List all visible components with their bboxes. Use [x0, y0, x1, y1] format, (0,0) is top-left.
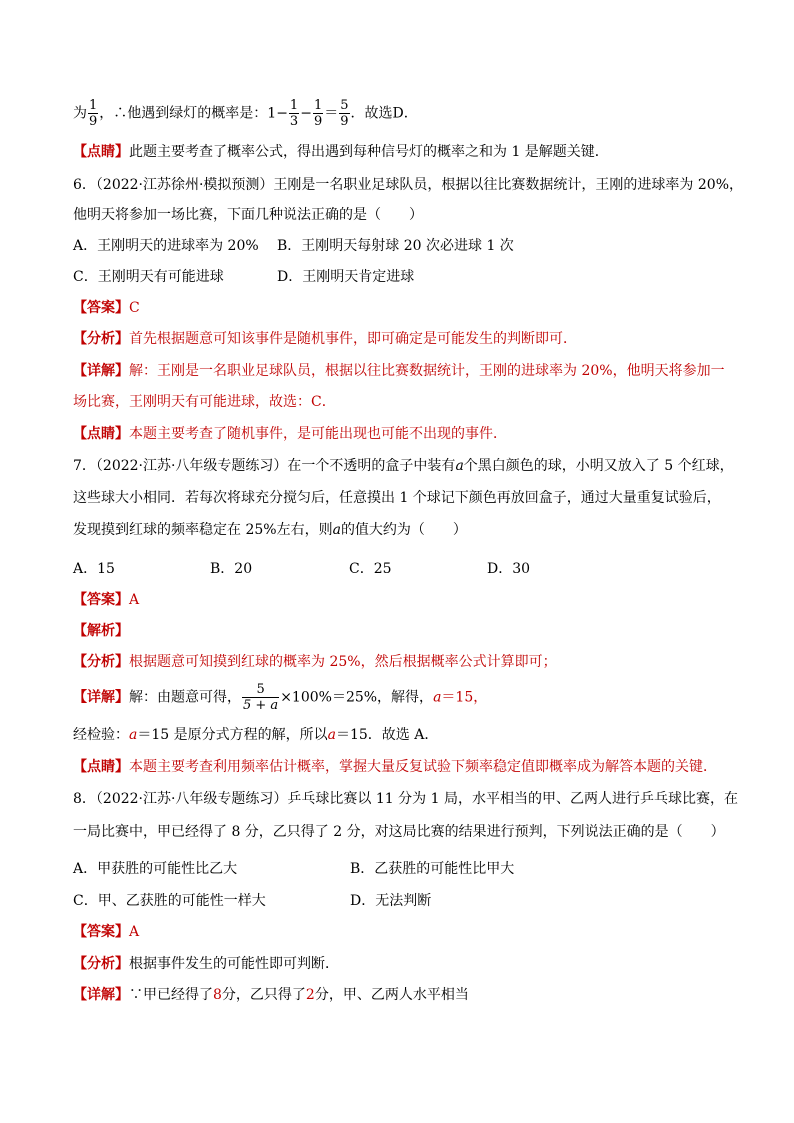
- numerator: 1: [89, 98, 98, 113]
- q6-comment: [73, 424, 507, 444]
- answer-tag: 【答案】: [73, 300, 129, 316]
- q6-option-c: C．王刚明天有可能进球: [73, 269, 224, 285]
- variable-a: a: [129, 727, 138, 743]
- q8-option-c: C．甲、乙获胜的可能性一样大: [73, 893, 266, 909]
- q7-detail: [73, 682, 487, 713]
- answer-tag: 【答案】: [73, 924, 129, 940]
- q7-solution-heading: [73, 621, 129, 641]
- numerator: 5: [242, 682, 279, 698]
- q7-check: [73, 725, 438, 745]
- answer-tag: 【答案】: [73, 592, 129, 608]
- numerator: 1: [313, 98, 323, 113]
- q6-stem-1: 6．（2022·江苏徐州·模拟预测）王刚是一名职业足球队员，根据以往比赛数据统计，王刚的进球率为 20%，: [73, 177, 744, 193]
- denominator: 9: [313, 114, 323, 129]
- q7-option-c: C．25: [349, 561, 392, 577]
- numerator: 5: [340, 98, 349, 113]
- text: 分，乙只得了: [221, 987, 306, 1003]
- q8-option-a: A．甲获胜的可能性比乙大: [73, 861, 238, 877]
- analysis-tag: 【分析】: [73, 331, 129, 347]
- text: ×100%＝25%，解得，: [280, 689, 434, 706]
- text: 分，甲、乙两人水平相当: [314, 987, 469, 1003]
- comment-tag: 【点睛】: [73, 759, 129, 775]
- answer-value: A: [129, 924, 140, 940]
- fraction-one-third: [289, 98, 299, 129]
- comment-tag: 【点睛】: [73, 144, 129, 160]
- q8-analysis: [73, 954, 339, 974]
- q6-answer: [73, 298, 140, 318]
- denominator: 9: [340, 114, 349, 129]
- fraction-one-ninth: [313, 98, 323, 129]
- q6-detail-2: 场比赛，王刚明天有可能进球，故选：C．: [73, 394, 336, 410]
- detail-text: 解：由题意可得，: [129, 689, 241, 706]
- answer-value: C: [129, 300, 140, 316]
- text: 个黑白颜色的球，小明又放入了 5 个红球，: [463, 458, 734, 474]
- answer-line-probability: [73, 98, 418, 129]
- text: ．故选D．: [350, 105, 418, 122]
- q6-detail-1: [73, 361, 725, 381]
- detail-tag: 【详解】: [73, 363, 129, 379]
- q6-stem-2: 他明天将参加一场比赛，下面几种说法正确的是（ ）: [73, 207, 423, 223]
- denominator: 5 + a: [243, 698, 279, 713]
- q8-options-row-1: [73, 859, 514, 879]
- text: ＝: [324, 105, 339, 122]
- text: ＝15 是原分式方程的解，所以: [137, 727, 328, 743]
- denominator: 3: [289, 114, 299, 129]
- q8-answer: [73, 922, 139, 942]
- fraction-one-ninth: [88, 98, 98, 129]
- variable-a: a: [433, 689, 442, 706]
- text: 发现摸到红球的频率稳定在 25%左右，则: [73, 522, 333, 538]
- text: 经检验：: [73, 727, 129, 743]
- q6-options-row-1: [73, 236, 514, 256]
- q6-analysis: [73, 329, 577, 349]
- analysis-text: 根据题意可知摸到红球的概率为 25%，然后根据概率公式计算即可；: [129, 654, 557, 670]
- variable-a: a: [327, 727, 336, 743]
- comment-text: 本题主要考查利用频率估计概率，掌握大量反复试验下频率稳定值即概率成为解答本题的关键．: [129, 759, 717, 775]
- detail-tag: 【详解】: [73, 987, 129, 1003]
- answer-value: A: [129, 592, 140, 608]
- analysis-text: 首先根据题意可知该事件是随机事件，即可确定是可能发生的判断即可．: [129, 331, 577, 347]
- variable-a: a: [455, 458, 464, 474]
- q7-option-d: D．30: [487, 561, 531, 577]
- q7-option-b: B．20: [210, 561, 253, 577]
- q6-option-d: D．王刚明天肯定进球: [277, 269, 415, 285]
- analysis-tag: 【分析】: [73, 654, 129, 670]
- analysis-text: 根据事件发生的可能性即可判断．: [129, 956, 339, 972]
- text: −: [300, 105, 312, 122]
- q8-option-d: D．无法判断: [350, 893, 432, 909]
- detail-text: 解：王刚是一名职业足球队员，根据以往比赛数据统计，王刚的进球率为 20%，他明天将参加一: [129, 363, 725, 379]
- fraction-5-over-5-plus-a: [242, 682, 279, 713]
- detail-tag: 【详解】: [73, 689, 129, 706]
- comment-line: [73, 142, 609, 162]
- q7-stem-2: 这些球大小相同．若每次将球充分搅匀后，任意摸出 1 个球记下颜色再放回盒子，通过大量重复试验后，: [73, 490, 721, 506]
- q6-options-row-2: [73, 267, 414, 287]
- q7-answer: [73, 590, 139, 610]
- text: ∵甲已经得了: [129, 987, 213, 1003]
- text: ，∴他遇到绿灯的概率是：: [99, 105, 268, 122]
- q7-option-a: A．15: [73, 561, 115, 577]
- q6-option-a: A．王刚明天的进球率为 20%: [73, 238, 259, 254]
- analysis-tag: 【分析】: [73, 956, 129, 972]
- comment-tag: 【点睛】: [73, 426, 129, 442]
- q7-analysis: [73, 652, 557, 672]
- q8-stem-1: 8．（2022·江苏·八年级专题练习）乒乓球比赛以 11 分为 1 局，水平相当的甲、乙两人进行乒乓球比赛，在: [73, 791, 738, 807]
- q7-stem-1: [73, 456, 734, 476]
- q8-option-b: B．乙获胜的可能性比甲大: [350, 861, 515, 877]
- q8-detail: [73, 985, 469, 1005]
- fraction-five-ninths: [339, 98, 349, 129]
- q7-comment: [73, 757, 717, 777]
- text: 7．（2022·江苏·八年级专题练习）在一个不透明的盒子中装有: [73, 458, 456, 474]
- number: 8: [213, 987, 222, 1003]
- variable-a: a: [332, 522, 341, 538]
- q8-stem-2: 一局比赛中，甲已经得了 8 分，乙只得了 2 分，对这局比赛的结果进行预判，下列说法正确的是（ ）: [73, 824, 725, 840]
- text: 1−: [267, 105, 288, 122]
- text: ＝15，: [441, 689, 488, 706]
- comment-text: 此题主要考查了概率公式，得出遇到每种信号灯的概率之和为 1 是解题关键．: [129, 144, 609, 160]
- comment-text: 本题主要考查了随机事件，是可能出现也可能不出现的事件．: [129, 426, 507, 442]
- numerator: 1: [289, 98, 299, 113]
- q8-options-row-2: [73, 891, 431, 911]
- text: ＝15．故选 A．: [335, 727, 439, 743]
- q7-stem-3: [73, 520, 467, 540]
- number: 2: [305, 987, 315, 1003]
- q7-options: [73, 559, 530, 579]
- text: 的值大约为（ ）: [340, 522, 467, 538]
- text: 为: [73, 105, 87, 122]
- solution-tag: 【解析】: [73, 623, 129, 639]
- denominator: 9: [89, 114, 98, 129]
- q6-option-b: B．王刚明天每射球 20 次必进球 1 次: [277, 238, 514, 254]
